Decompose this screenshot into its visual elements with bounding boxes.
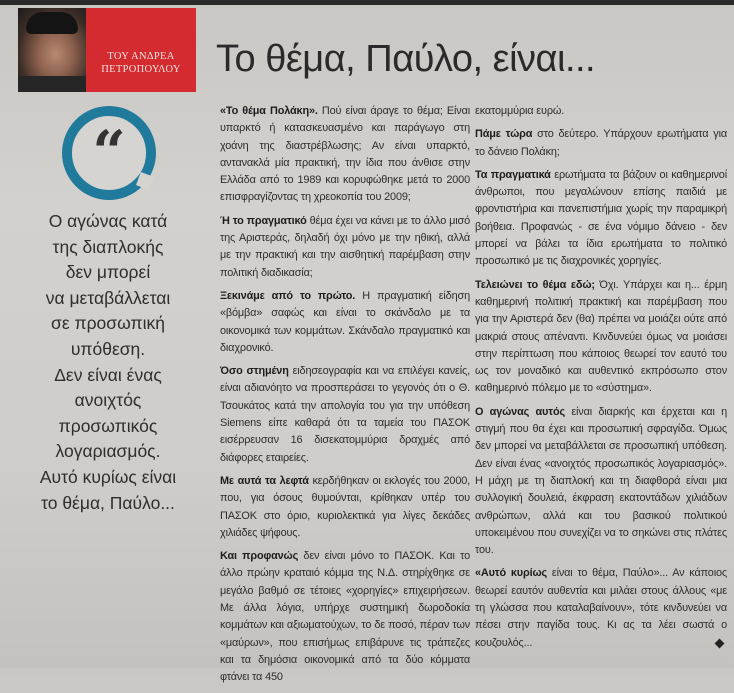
article-column-2 bbox=[475, 103, 727, 658]
article-paragraph bbox=[220, 548, 470, 686]
pull-quote-line: προσωπικός bbox=[58, 415, 158, 436]
pull-quote bbox=[18, 209, 198, 516]
article-paragraph bbox=[475, 404, 727, 560]
article-paragraph bbox=[220, 103, 470, 207]
article-paragraph bbox=[220, 213, 470, 282]
paragraph-lead: Πάμε τώρα bbox=[475, 128, 533, 141]
paragraph-text: ειδησεογραφία και να επιλέγει κανείς, είναι αδιανόητο να προσπεράσει το γεγονός ότι ο Θ. Τσουκάτος κατά την απολογία του για την υπόθεση Siemens είπε καθαρά ότι τα ταμεία του ΠΑΣΟΚ εισέρρευσαν 16 δισεκατομμύρια δραχμές από διάφορες εταιρείες. bbox=[220, 365, 470, 464]
article-paragraph bbox=[475, 126, 727, 161]
paragraph-text: ερωτήματα τα βάζουν οι καθημερινοί άνθρωποι, που μεγαλώνουν επίσης παιδιά με φροντιστήρια και πανεπιστήμια χωρίς την παραμικρή βοήθεια. Προφανώς - σε ένα νόμιμο δάνειο - δεν μπορεί να βάλει τα ίδια ερωτήματα το πολιτικό προσωπικό με τις διαχρονικές χορηγίες. bbox=[475, 168, 727, 268]
paragraph-text: κερδήθηκαν οι εκλογές του 2000, που, για όσους θυμούνται, κρίθηκαν υπέρ του ΠΑΣΟΚ στο όριο, κυριολεκτικά για λίγες δεκάδες χιλιάδες ψήφους. bbox=[220, 474, 471, 539]
pull-quote-line: σε προσωπική bbox=[51, 313, 165, 334]
paragraph-text: Πού είναι άραγε το θέμα; Είναι υπαρκτό ή κατασκευασμένο και παράγωγο στη χοάνη της διαστρέβλωσης; Αν είναι υπαρκτό, αντανακλά μία πρακτική, την ίδια που άνθισε στην Ελλάδα από το 1989 και κορυφώθηκε μετά το 2000 επισφραγίζοντας τη χρεοκοπία του 2009; bbox=[220, 105, 470, 204]
article-column-1 bbox=[220, 103, 470, 693]
pull-quote-line: Δεν είναι ένας bbox=[54, 364, 162, 385]
pull-quote-line: να μεταβάλλεται bbox=[45, 287, 171, 308]
paragraph-lead: Τελειώνει το θέμα εδώ; bbox=[475, 278, 595, 291]
author-byline: ΤΟΥ ΑΝΔΡΕΑ ΠΕΤΡΟΠΟΥΛΟΥ bbox=[101, 51, 181, 75]
paragraph-text: δεν είναι μόνο το ΠΑΣΟΚ. Και το άλλο πρώην κραταιό κόμμα της Ν.Δ. στηρίχθηκε σε μεγάλο βαθμό σε τέτοιες «χορηγίες» επιχειρήσεων. Με άλλα λόγια, υπήρχε συστημική δωροδοκία κομμάτων και αξιωματούχων, το δε ποσό, πέραν των «μαύρων», που επισήμως επιβάρυνε τις τράπεζες και τα δημόσια οικονομικά από τα δύο κόμματα φτάνει τα 450 bbox=[220, 550, 470, 684]
paragraph-lead: Με αυτά τα λεφτά bbox=[220, 474, 309, 487]
quote-mark: “ bbox=[92, 118, 126, 186]
paragraph-text: Η πραγματική είδηση «βόμβα» σαφώς και είναι το σκάνδαλο με τα οικονομικά των κομμάτων. Σκάνδαλο πραγματικό και διαχρονικό. bbox=[220, 289, 470, 354]
article-title: Το θέμα, Παύλο, είναι... bbox=[216, 38, 596, 80]
article-paragraph bbox=[220, 288, 470, 357]
paragraph-text: θέμα έχει να κάνει με το άλλο μισό της Αριστεράς, δηλαδή όχι μόνο με την ηθική, αλλά με την πρακτική και την αισθητική παρέμβαση στην πολιτική διαδικασία; bbox=[220, 214, 471, 279]
article-paragraph bbox=[220, 473, 470, 542]
end-of-article-icon bbox=[715, 638, 725, 648]
pull-quote-line: λογαριασμός. bbox=[55, 441, 161, 462]
author-photo bbox=[18, 8, 86, 92]
paragraph-text: εκατομμύρια ευρώ. bbox=[475, 105, 565, 117]
paragraph-text: είναι το θέμα, Παύλο»... Αν κάποιος θεωρεί εαυτόν αυθεντία και μιλάει στους άλλους «με τη γλώσσα που καταλαβαίνουν», τότε κινδυνεύει να πέσει στην παγίδα τους. Κι ας τα λέει σωστά ο κουζουλός... bbox=[475, 567, 727, 649]
paragraph-lead: «Αυτό κυρίως bbox=[475, 567, 548, 580]
paragraph-text: είναι διαρκής και έρχεται και η στιγμή που θα έχει και προσωπική σφραγίδα. Όμως δεν μπορεί να μεταβάλλεται σε προσωπική υπόθεση. Δεν είναι ένας «ανοιχτός προσωπικός λογαριασμός». Η μάχη με τη διαπλοκή και τη διαφθορά είναι μια συλλογική δουλειά, έκφραση εκατοντάδων χιλιάδων ανθρώπων, αλλά και του βασικού πολιτικού υποκειμένου που συνεχίζει να το σηκώνει στις πλάτες του. bbox=[475, 405, 727, 557]
pull-quote-line: Αυτό κυρίως είναι bbox=[39, 466, 177, 487]
paragraph-lead: «Το θέμα Πολάκη». bbox=[220, 105, 318, 117]
article-paragraph bbox=[475, 103, 727, 120]
paragraph-lead: Ο αγώνας αυτός bbox=[475, 405, 565, 418]
pull-quote-line: ανοιχτός bbox=[74, 390, 142, 411]
paragraph-text: Όχι. Υπάρχει και η... έρμη καθημερινή πολιτική πρακτική και παρέμβαση που για την Αριστερά δεν (θα) πρέπει να μοιάζει ούτε από μακριά στους απέναντι. Κινδυνεύει όμως να μοιάσει στην περίπτωση που κάποιος θεωρεί τον εαυτό του ως τον μοναδικό και αυθεντικό εκπρόσωπο στον καθημερινό πόλεμο με το «σύστημα». bbox=[475, 278, 727, 395]
quote-bubble-icon bbox=[62, 106, 156, 200]
paragraph-lead: Όσο στημένη bbox=[220, 365, 289, 378]
paragraph-lead: Ή το πραγματικό bbox=[220, 214, 307, 227]
paragraph-lead: Τα πραγματικά bbox=[475, 168, 551, 181]
paragraph-lead: Ξεκινάμε από το πρώτο. bbox=[220, 289, 356, 302]
pull-quote-line: υπόθεση. bbox=[70, 338, 146, 359]
author-byline-box bbox=[86, 8, 196, 92]
photo-top-edge bbox=[0, 0, 734, 5]
pull-quote-line: της διαπλοκής bbox=[52, 236, 164, 257]
article-paragraph bbox=[475, 167, 727, 271]
pull-quote-line: το θέμα, Παύλο... bbox=[41, 492, 175, 513]
article-paragraph bbox=[475, 565, 727, 651]
article-paragraph bbox=[475, 277, 727, 398]
pull-quote-line: δεν μπορεί bbox=[65, 262, 151, 283]
article-paragraph bbox=[220, 363, 470, 467]
paragraph-text: στο δεύτερο. Υπάρχουν ερωτήματα για το δάνειο Πολάκη; bbox=[475, 128, 727, 158]
paragraph-lead: Και προφανώς bbox=[220, 550, 299, 563]
pull-quote-line: Ο αγώνας κατά bbox=[48, 211, 168, 231]
